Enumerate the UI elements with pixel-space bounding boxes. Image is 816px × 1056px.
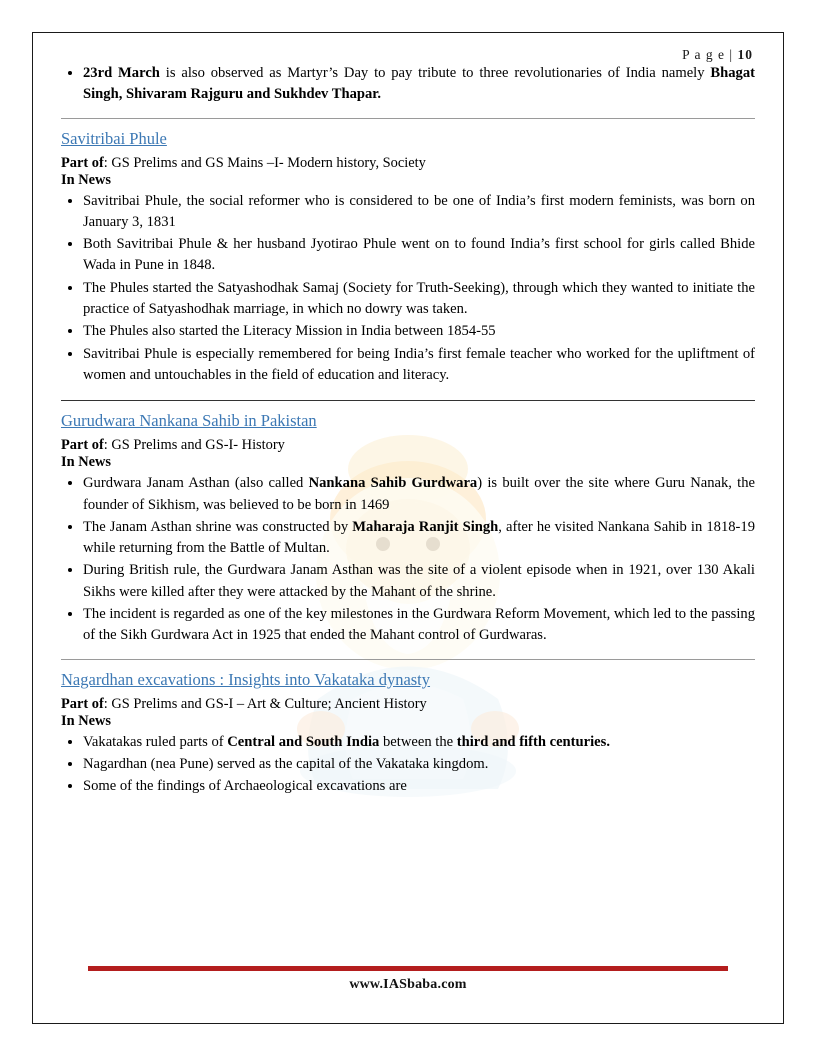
list-item	[61, 473, 755, 516]
part-of-label: Part of	[61, 154, 104, 171]
part-of-line	[61, 155, 755, 172]
page-label: P a g e	[682, 47, 726, 62]
body-text: The Phules also started the Literacy Mission in India between 1854-55	[83, 323, 496, 340]
part-of-value: : GS Prelims and GS-I – Art & Culture; Ancient History	[103, 695, 427, 712]
body-text: Savitribai Phule is especially remembered for being India’s first female teacher who worked for the upliftment of women and untouchables in the field of education and literacy.	[83, 345, 755, 383]
body-text: The incident is regarded as one of the key milestones in the Gurdwara Reform Movement, which led to the passing of the Sikh Gurdwara Act in 1925 that ended the Mahant control of Gurdwaras.	[83, 606, 755, 644]
section-bullet-list	[61, 732, 755, 798]
page-number: 10	[737, 47, 753, 62]
list-item	[61, 234, 755, 277]
part-of-line	[61, 437, 755, 454]
body-text: ) is built over the site where Guru Nanak, the founder of Sikhism, was believed to be born in 1469	[83, 475, 755, 513]
body-text: Nagardhan (nea Pune) served as the capital of the Vakataka kingdom.	[83, 755, 489, 772]
body-text: Savitribai Phule, the social reformer who is considered to be one of India’s first modern feminists, was born on January 3, 1831	[83, 192, 755, 230]
section-gurudwara-nankana-sahib	[61, 400, 755, 646]
body-text: The Janam Asthan shrine was constructed by	[83, 518, 353, 535]
list-item	[61, 732, 755, 753]
part-of-value: : GS Prelims and GS-I- History	[103, 437, 285, 454]
page-separator: |	[729, 47, 734, 62]
part-of-value: : GS Prelims and GS Mains –I- Modern history, Society	[103, 154, 426, 171]
list-item	[61, 63, 755, 106]
in-news-label: In News	[61, 171, 111, 188]
intro-bullet-list	[61, 63, 755, 106]
section-title-gurudwara-nankana-sahib[interactable]: Gurudwara Nankana Sahib in Pakistan	[61, 411, 317, 431]
part-of-label: Part of	[61, 695, 104, 712]
emphasis-text: Central and South India	[227, 733, 380, 750]
part-of-label: Part of	[61, 437, 104, 454]
section-bullet-list	[61, 191, 755, 387]
page-footer	[33, 966, 783, 993]
emphasis-text: Nankana Sahib Gurdwara	[308, 475, 478, 492]
section-divider	[61, 400, 755, 401]
list-item	[61, 776, 755, 797]
body-text: Vakatakas ruled parts of	[83, 733, 228, 750]
list-item	[61, 278, 755, 321]
list-item	[61, 604, 755, 647]
emphasis-text: Bhagat Singh, Shivaram Rajguru and Sukhdev Thapar.	[83, 65, 755, 103]
section-title-savitribai-phule[interactable]: Savitribai Phule	[61, 128, 167, 148]
body-text: Some of the findings of Archaeological excavations are	[83, 778, 407, 795]
body-text: between the	[379, 733, 457, 750]
body-text: Gurdwara Janam Asthan (also called	[83, 475, 309, 492]
list-item	[61, 191, 755, 234]
body-text: During British rule, the Gurdwara Janam Asthan was the site of a violent episode when in 1921, over 130 Akali Sikhs were killed after they were attacked by the Mahant of the shrine.	[83, 562, 755, 600]
list-item	[61, 344, 755, 387]
list-item	[61, 754, 755, 775]
section-bullet-list	[61, 473, 755, 646]
section-divider	[61, 659, 755, 660]
body-text: Both Savitribai Phule & her husband Jyotirao Phule went on to found India’s first school for girls called Bhide Wada in Pune in 1848.	[83, 236, 755, 274]
body-text: , after he visited Nankana Sahib in 1818-19 while returning from the Battle of Multan.	[83, 518, 755, 557]
emphasis-text: third and fifth centuries.	[456, 733, 610, 750]
page-header	[33, 33, 783, 63]
list-item	[61, 321, 755, 342]
emphasis-text: 23rd March	[83, 65, 160, 81]
in-news-label: In News	[61, 712, 111, 729]
in-news-label: In News	[61, 454, 111, 471]
section-nagardhan-excavations	[61, 659, 755, 798]
list-item	[61, 517, 755, 560]
document-content	[33, 63, 783, 798]
emphasis-text: Maharaja Ranjit Singh	[352, 518, 499, 535]
document-page	[32, 32, 784, 1024]
section-divider	[61, 118, 755, 119]
part-of-line	[61, 696, 755, 713]
body-text: is also observed as Martyr’s Day to pay tribute to three revolutionaries of India namely	[159, 65, 711, 81]
body-text: The Phules started the Satyashodhak Samaj (Society for Truth-Seeking), through which they wanted to initiate the practice of Satyashodhak marriage, in which no dowry was taken.	[83, 279, 755, 318]
footer-rule	[88, 966, 728, 971]
list-item	[61, 560, 755, 603]
footer-website[interactable]: www.IASbaba.com	[349, 977, 467, 992]
section-title-nagardhan-excavations[interactable]: Nagardhan excavations : Insights into Vakataka dynasty	[61, 669, 431, 689]
section-savitribai-phule	[61, 118, 755, 387]
